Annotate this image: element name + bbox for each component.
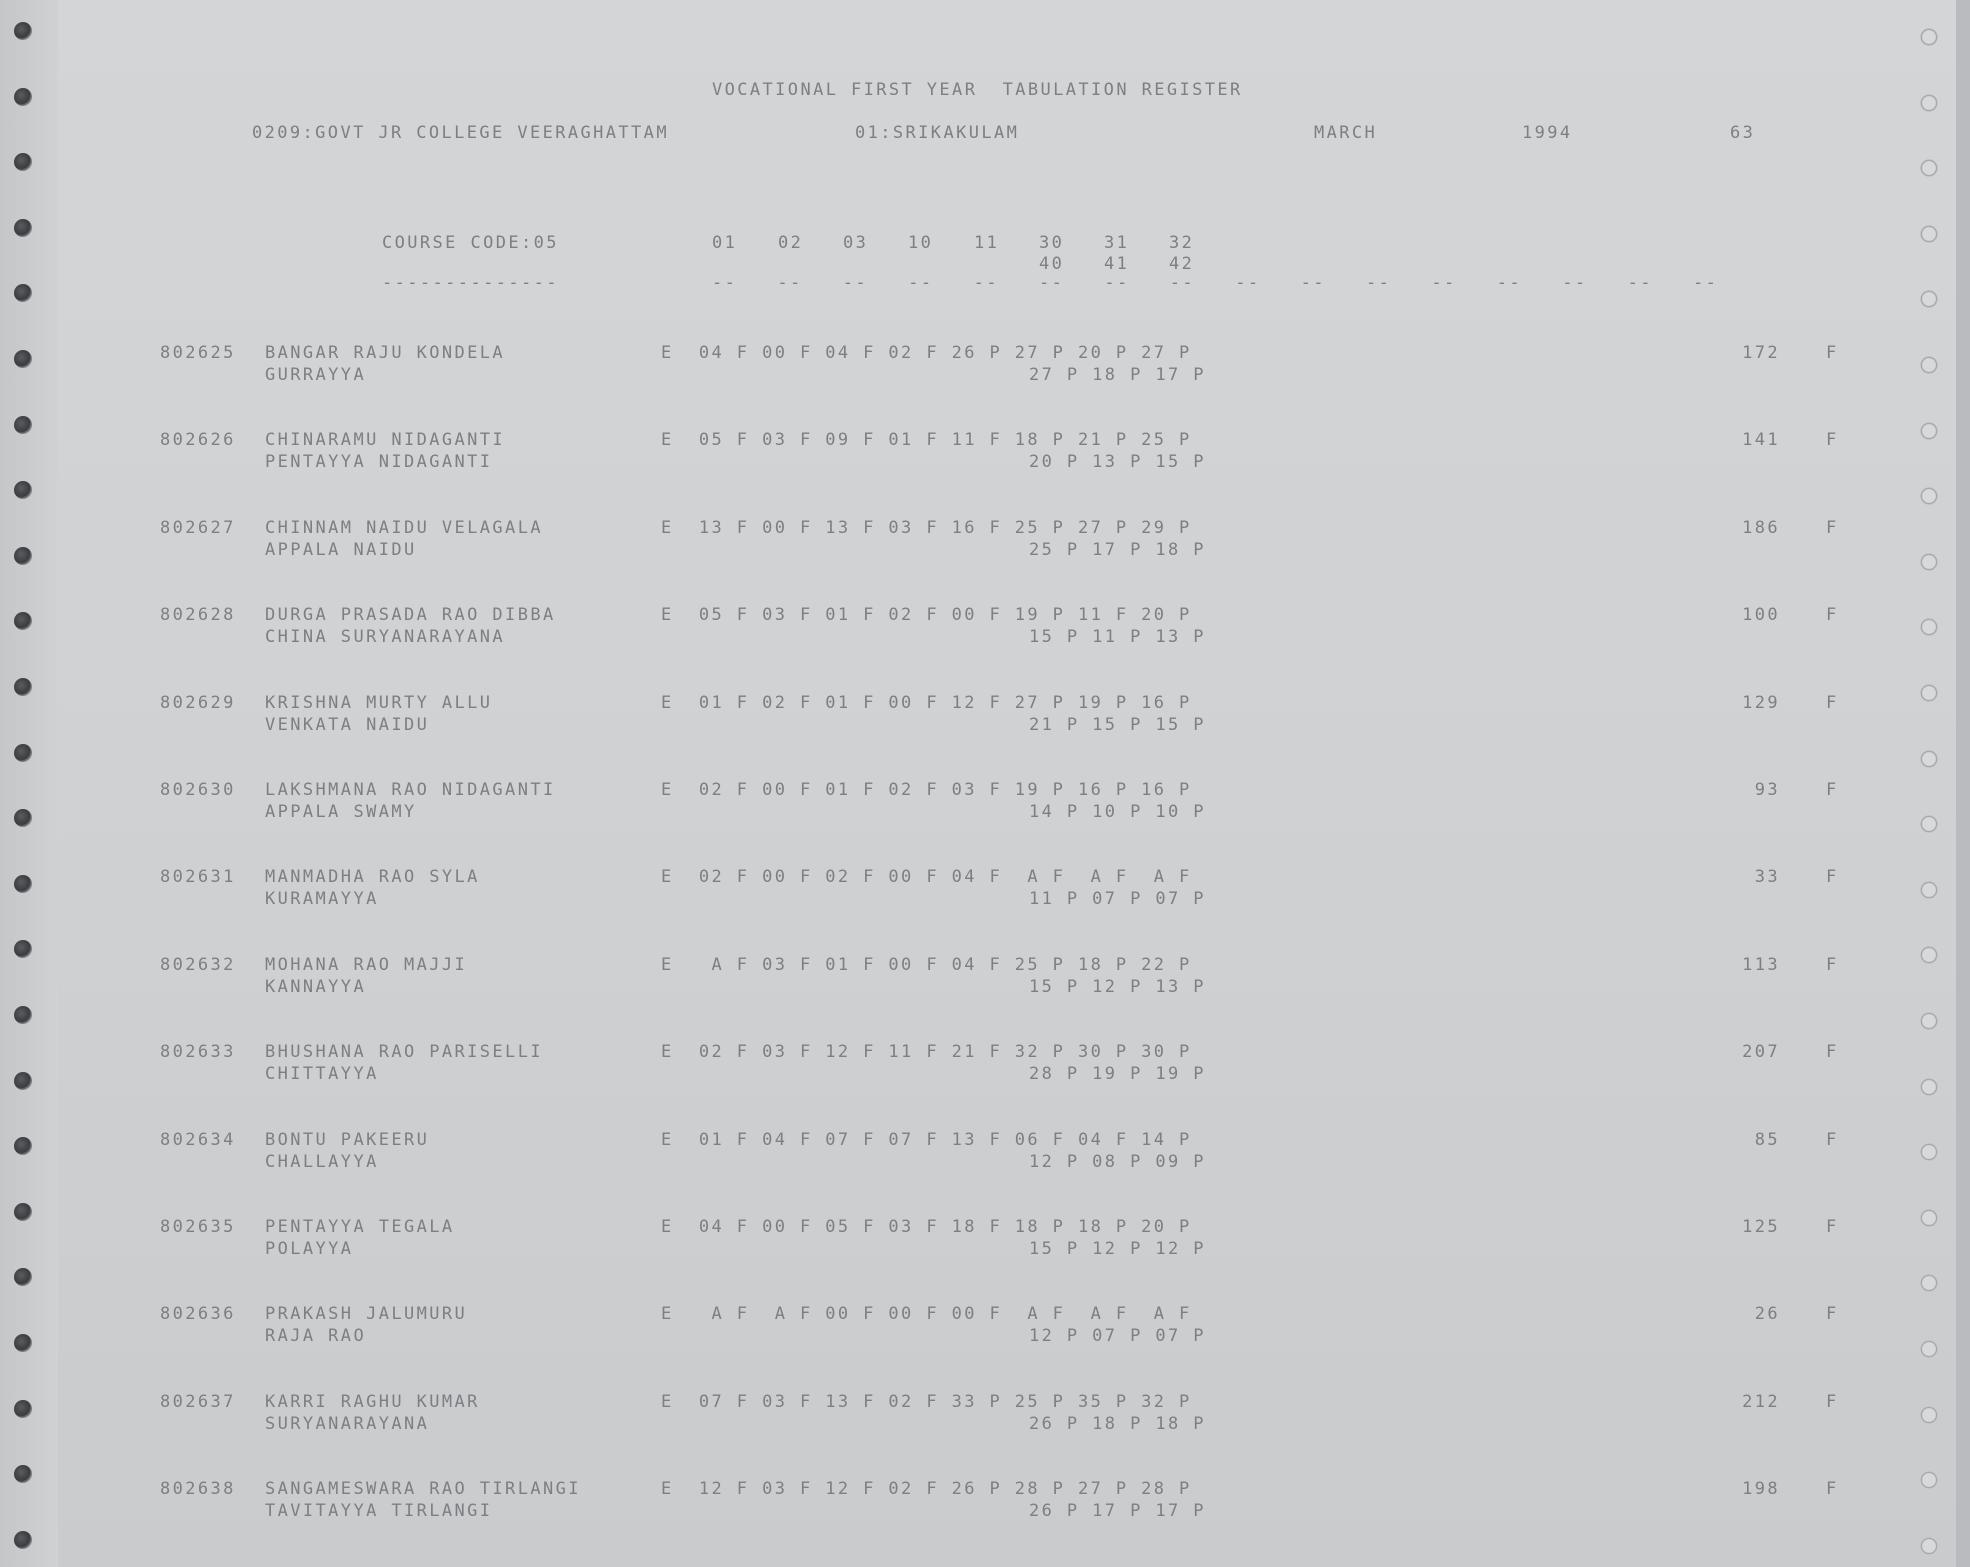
student-name: BANGAR RAJU KONDELA: [265, 343, 506, 363]
feed-hole-right: [1920, 290, 1938, 308]
total-marks: 93: [1754, 780, 1780, 800]
marks-line-2: 21 P 15 P 15 P: [1029, 715, 1206, 735]
hall-ticket-number: 802638: [160, 1479, 236, 1499]
feed-hole-left: [14, 744, 32, 762]
hall-ticket-number: 802631: [160, 867, 236, 887]
feed-hole-right: [1920, 1209, 1938, 1227]
total-marks: 212: [1742, 1392, 1780, 1412]
feed-hole-right: [1920, 684, 1938, 702]
result-status: F: [1826, 955, 1839, 975]
code-dash: --: [973, 273, 999, 293]
subject-code: 42: [1169, 254, 1195, 274]
result-status: F: [1826, 430, 1839, 450]
code-dash: --: [1627, 273, 1653, 293]
subject-code: 40: [1039, 254, 1065, 274]
marks-line-2: 25 P 17 P 18 P: [1029, 540, 1206, 560]
code-dash: --: [1104, 273, 1130, 293]
result-status: F: [1826, 1217, 1839, 1237]
feed-hole-left: [14, 22, 32, 40]
hall-ticket-number: 802637: [160, 1392, 236, 1412]
course-code-underline: --------------: [382, 273, 559, 293]
feed-hole-left: [14, 1334, 32, 1352]
course-code-label: COURSE CODE:05: [382, 233, 559, 253]
marks-line-1: E 05 F 03 F 01 F 02 F 00 F 19 P 11 F 20 P: [661, 605, 1192, 625]
feed-hole-right: [1920, 422, 1938, 440]
marks-line-1: E 13 F 00 F 13 F 03 F 16 F 25 P 27 P 29 P: [661, 518, 1192, 538]
result-status: F: [1826, 1392, 1839, 1412]
student-name: MOHANA RAO MAJJI: [265, 955, 468, 975]
feed-hole-left: [14, 416, 32, 434]
result-status: F: [1826, 1130, 1839, 1150]
total-marks: 129: [1742, 693, 1780, 713]
marks-line-2: 15 P 11 P 13 P: [1029, 627, 1206, 647]
code-dash: --: [1562, 273, 1588, 293]
code-dash: --: [842, 273, 869, 293]
hall-ticket-number: 802627: [160, 518, 236, 538]
student-name: CHINNAM NAIDU VELAGALA: [265, 518, 543, 538]
total-marks: 100: [1742, 605, 1780, 625]
marks-line-1: E A F 03 F 01 F 00 F 04 F 25 P 18 P 22 P: [661, 955, 1192, 975]
code-dash: --: [712, 273, 738, 293]
feed-hole-right: [1920, 750, 1938, 768]
subject-code: 03: [843, 233, 869, 253]
marks-line-1: E 12 F 03 F 12 F 02 F 26 P 28 P 27 P 28 P: [661, 1479, 1192, 1499]
feed-hole-left: [14, 678, 32, 696]
code-dash: --: [1693, 273, 1719, 293]
hall-ticket-number: 802633: [160, 1042, 236, 1062]
code-dash: --: [1235, 273, 1261, 293]
feed-hole-right: [1920, 1471, 1938, 1489]
page-number: 63: [1730, 123, 1756, 143]
total-marks: 207: [1742, 1042, 1780, 1062]
district-name: 01:SRIKAKULAM: [855, 123, 1020, 143]
parent-name: GURRAYYA: [265, 365, 367, 385]
feed-hole-right: [1920, 1340, 1938, 1358]
feed-hole-right: [1920, 815, 1938, 833]
subject-code: 30: [1039, 233, 1065, 253]
feed-hole-left: [14, 875, 32, 893]
feed-hole-left: [14, 350, 32, 368]
hall-ticket-number: 802626: [160, 430, 236, 450]
result-status: F: [1826, 1479, 1839, 1499]
student-name: PRAKASH JALUMURU: [265, 1304, 468, 1324]
student-name: PENTAYYA TEGALA: [265, 1217, 455, 1237]
total-marks: 125: [1742, 1217, 1780, 1237]
student-name: KARRI RAGHU KUMAR: [265, 1392, 480, 1412]
feed-hole-right: [1920, 1537, 1938, 1555]
total-marks: 113: [1742, 955, 1780, 975]
result-status: F: [1826, 867, 1839, 887]
marks-line-1: E 02 F 03 F 12 F 11 F 21 F 32 P 30 P 30 P: [661, 1042, 1192, 1062]
total-marks: 198: [1742, 1479, 1780, 1499]
code-dash: --: [908, 273, 934, 293]
feed-hole-left: [14, 1531, 32, 1549]
parent-name: CHALLAYYA: [265, 1152, 379, 1172]
total-marks: 186: [1742, 518, 1780, 538]
marks-line-2: 15 P 12 P 13 P: [1029, 977, 1206, 997]
marks-line-1: E 01 F 02 F 01 F 00 F 12 F 27 P 19 P 16 P: [661, 693, 1192, 713]
parent-name: KANNAYYA: [265, 977, 367, 997]
total-marks: 172: [1742, 343, 1780, 363]
student-name: BHUSHANA RAO PARISELLI: [265, 1042, 543, 1062]
marks-line-1: E 05 F 03 F 09 F 01 F 11 F 18 P 21 P 25 P: [661, 430, 1192, 450]
marks-line-1: E 04 F 00 F 04 F 02 F 26 P 27 P 20 P 27 P: [661, 343, 1192, 363]
code-dash: --: [1431, 273, 1457, 293]
feed-hole-right: [1920, 1406, 1938, 1424]
parent-name: POLAYYA: [265, 1239, 354, 1259]
subject-code: 10: [908, 233, 934, 253]
parent-name: VENKATA NAIDU: [265, 715, 430, 735]
feed-hole-right: [1920, 553, 1938, 571]
total-marks: 33: [1754, 867, 1780, 887]
code-dash: --: [1300, 273, 1326, 293]
exam-month: MARCH: [1314, 123, 1378, 143]
feed-hole-left: [14, 1203, 32, 1221]
marks-line-2: 27 P 18 P 17 P: [1029, 365, 1206, 385]
hall-ticket-number: 802635: [160, 1217, 236, 1237]
feed-hole-right: [1920, 1012, 1938, 1030]
subject-code: 01: [712, 233, 738, 253]
marks-line-2: 11 P 07 P 07 P: [1029, 889, 1206, 909]
parent-name: PENTAYYA NIDAGANTI: [265, 452, 493, 472]
hall-ticket-number: 802629: [160, 693, 236, 713]
feed-hole-left: [14, 219, 32, 237]
total-marks: 85: [1754, 1130, 1780, 1150]
student-name: DURGA PRASADA RAO DIBBA: [265, 605, 556, 625]
code-dash: --: [1496, 273, 1523, 293]
student-name: SANGAMESWARA RAO TIRLANGI: [265, 1479, 581, 1499]
hall-ticket-number: 802636: [160, 1304, 236, 1324]
result-status: F: [1826, 605, 1839, 625]
marks-line-2: 28 P 19 P 19 P: [1029, 1064, 1206, 1084]
marks-line-1: E 04 F 00 F 05 F 03 F 18 F 18 P 18 P 20 P: [661, 1217, 1192, 1237]
parent-name: APPALA SWAMY: [265, 802, 417, 822]
marks-line-1: E 07 F 03 F 13 F 02 F 33 P 25 P 35 P 32 P: [661, 1392, 1192, 1412]
parent-name: KURAMAYYA: [265, 889, 379, 909]
feed-hole-left: [14, 1006, 32, 1024]
feed-hole-left: [14, 547, 32, 565]
feed-hole-right: [1920, 94, 1938, 112]
marks-line-2: 26 P 18 P 18 P: [1029, 1414, 1206, 1434]
register-title: VOCATIONAL FIRST YEAR TABULATION REGISTER: [712, 80, 1243, 100]
feed-hole-right: [1920, 1143, 1938, 1161]
exam-year: 1994: [1522, 123, 1573, 143]
hall-ticket-number: 802634: [160, 1130, 236, 1150]
result-status: F: [1826, 1304, 1839, 1324]
result-status: F: [1826, 780, 1839, 800]
parent-name: CHITTAYYA: [265, 1064, 379, 1084]
result-status: F: [1826, 1042, 1839, 1062]
code-dash: --: [1366, 273, 1392, 293]
marks-line-1: E A F A F 00 F 00 F 00 F A F A F A F: [661, 1304, 1192, 1324]
feed-hole-right: [1920, 225, 1938, 243]
college-name: 0209:GOVT JR COLLEGE VEERAGHATTAM: [252, 123, 669, 143]
total-marks: 141: [1742, 430, 1780, 450]
feed-hole-right: [1920, 1078, 1938, 1096]
parent-name: APPALA NAIDU: [265, 540, 417, 560]
result-status: F: [1826, 693, 1839, 713]
marks-line-2: 20 P 13 P 15 P: [1029, 452, 1206, 472]
hall-ticket-number: 802632: [160, 955, 236, 975]
student-name: BONTU PAKEERU: [265, 1130, 430, 1150]
feed-hole-right: [1920, 356, 1938, 374]
feed-hole-left: [14, 88, 32, 106]
marks-line-1: E 02 F 00 F 02 F 00 F 04 F A F A F A F: [661, 867, 1192, 887]
subject-code: 41: [1104, 254, 1130, 274]
hall-ticket-number: 802625: [160, 343, 236, 363]
subject-code: 02: [778, 233, 804, 253]
subject-code: 32: [1169, 233, 1195, 253]
subject-code: 11: [974, 233, 1000, 253]
result-status: F: [1826, 518, 1839, 538]
parent-name: CHINA SURYANARAYANA: [265, 627, 506, 647]
marks-line-2: 14 P 10 P 10 P: [1029, 802, 1206, 822]
marks-line-2: 26 P 17 P 17 P: [1029, 1501, 1206, 1521]
code-dash: --: [777, 273, 803, 293]
feed-hole-right: [1920, 487, 1938, 505]
parent-name: RAJA RAO: [265, 1326, 367, 1346]
page-edge-right: [1956, 0, 1970, 1567]
feed-hole-right: [1920, 159, 1938, 177]
feed-hole-right: [1920, 28, 1938, 46]
code-dash: --: [1169, 273, 1196, 293]
student-name: MANMADHA RAO SYLA: [265, 867, 480, 887]
hall-ticket-number: 802628: [160, 605, 236, 625]
parent-name: TAVITAYYA TIRLANGI: [265, 1501, 493, 1521]
marks-line-2: 15 P 12 P 12 P: [1029, 1239, 1206, 1259]
student-name: CHINARAMU NIDAGANTI: [265, 430, 506, 450]
tractor-feed-margin-left: [0, 0, 58, 1567]
parent-name: SURYANARAYANA: [265, 1414, 430, 1434]
feed-hole-right: [1920, 881, 1938, 899]
marks-line-1: E 02 F 00 F 01 F 02 F 03 F 19 P 16 P 16 P: [661, 780, 1192, 800]
student-name: KRISHNA MURTY ALLU: [265, 693, 493, 713]
feed-hole-right: [1920, 1274, 1938, 1292]
result-status: F: [1826, 343, 1839, 363]
hall-ticket-number: 802630: [160, 780, 236, 800]
marks-line-1: E 01 F 04 F 07 F 07 F 13 F 06 F 04 F 14 P: [661, 1130, 1192, 1150]
feed-hole-right: [1920, 946, 1938, 964]
feed-hole-left: [14, 1400, 32, 1418]
student-name: LAKSHMANA RAO NIDAGANTI: [265, 780, 556, 800]
feed-hole-right: [1920, 618, 1938, 636]
code-dash: --: [1039, 273, 1065, 293]
feed-hole-left: [14, 1072, 32, 1090]
marks-line-2: 12 P 08 P 09 P: [1029, 1152, 1206, 1172]
total-marks: 26: [1754, 1304, 1780, 1324]
subject-code: 31: [1104, 233, 1130, 253]
marks-line-2: 12 P 07 P 07 P: [1029, 1326, 1206, 1346]
